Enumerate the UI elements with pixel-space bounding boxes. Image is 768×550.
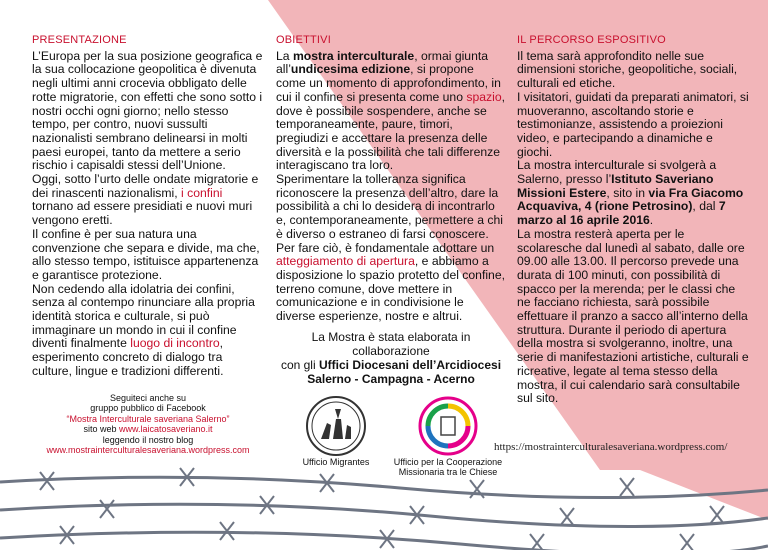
blog-url[interactable]: https://mostrainterculturalesaveriana.wordpress.com/	[494, 441, 728, 453]
presentation-paragraph-2: Oggi, sotto l’urto delle ondate migratorie e dei rinascenti nazionalismi, i confini tornano ad essere presidiati e nuovi muri vengono eretti.	[32, 172, 259, 228]
exhibition-paragraph-4: La mostra resterà aperta per le scolaresche dal lunedì al sabato, dalle ore 09.00 alle 13.00. Il percorso prevede una durata di 100 minuti, con possibilità di spacco per la merenda; per le classi che ne facciano richiesta, sarà possibile effettuare il pranzo a sacco all’interno della struttura. Durante il periodo di apertura della mostra si svolgeranno, inoltre, una serie di manifestazioni artistiche, culturali e ricreative, legate al tema stesso della mostra, il cui calendario sarà consultabile sul sito.	[517, 226, 749, 406]
objectives-paragraph-2: Sperimentare la tolleranza significa riconoscere la presenza dell’altro, dare la possibilità a chi lo desidera di incontrarlo e, contemporaneamente, permettere a chi è diverso o estraneo di farsi conoscere.	[276, 172, 503, 241]
follow-text: Seguiteci anche su	[109, 392, 187, 403]
migrantes-logo	[296, 395, 376, 467]
social-links	[32, 393, 264, 456]
exhibition-column	[517, 34, 749, 406]
presentation-heading: PRESENTAZIONE	[32, 34, 127, 46]
facebook-group-name[interactable]: “Mostra Interculturale saveriana Salerno”	[66, 413, 230, 424]
migrantes-seal-icon	[305, 395, 367, 457]
presentation-paragraph-3: Il confine è per sua natura una convenzione che separa e divide, ma che, allo stesso tempo, istituisce appartenenza e garantisce protezione.	[32, 226, 260, 282]
barbed-wire-decoration	[0, 460, 768, 550]
cooperation-caption: Ufficio per la Cooperazione Missionaria tra le Chiese	[393, 457, 503, 477]
cooperation-emblem-icon	[416, 395, 480, 457]
exhibition-heading: IL PERCORSO ESPOSITIVO	[517, 34, 666, 46]
migrantes-caption: Ufficio Migrantes	[302, 457, 370, 467]
presentation-paragraph-1: L’Europa per la sua posizione geografica e la sua collocazione geopolitica è divenuta negli ultimi anni crocevia obbligato delle rotte migratorie, con effetti che sono sotto i nostri occhi ogni giorno; nello stesso tempo, per contro, nuovi sussulti nazionalisti sembrano delinearsi in molti paesi europei, tanto da mettere a serio rischio i capisaldi stessi dell’Unione.	[32, 48, 263, 173]
objectives-heading: OBIETTIVI	[276, 34, 331, 46]
facebook-group-text: gruppo pubblico di Facebook	[90, 403, 206, 414]
presentation-column	[32, 34, 264, 456]
objectives-paragraph-3: Per fare ciò, è fondamentale adottare un atteggiamento di apertura, e abbiamo a disposizione lo spazio protetto del confine, terreno comune, dove mettere in comunicazione e in condivisione le diverse esperienze, nostre e altrui.	[276, 240, 505, 324]
collaboration-note: La Mostra è stata elaborata in collaborazione con gli Uffici Diocesani dell’Arcidiocesi Salerno - Campagna - Acerno	[280, 329, 502, 386]
objectives-column	[276, 34, 506, 386]
website-link[interactable]: www.laicatosaveriano.it	[118, 424, 213, 435]
exhibition-paragraph-1: Il tema sarà approfondito nelle sue dimensioni storiche, geopolitiche, sociali, culturali ed etiche.	[517, 48, 738, 91]
exhibition-paragraph-3: La mostra interculturale si svolgerà a Salerno, presso l’Istituto Saveriano Missioni Estere, sito in via Fra Giacomo Acquaviva, 4 (rione Petrosino), dal 7 marzo al 16 aprile 2016.	[517, 158, 744, 228]
blog-label: leggendo il nostro blog	[102, 434, 194, 445]
exhibition-paragraph-2: I visitatori, guidati da preparati animatori, si muoveranno, ascoltando storie e testimonianze, assistendo a proiezioni video, e partecipando a dinamiche e giochi.	[517, 89, 749, 159]
objectives-paragraph-1: La mostra interculturale, ormai giunta all’undicesima edizione, si propone come un momento di approfondimento, in cui il confine si presenta come uno spazio, dove è possibile sospendere, anche se temporaneamente, paure, timori, pregiudizi e accettare la presenza delle diversità e la possibilità che tali differenze interagiscano tra loro.	[276, 48, 505, 173]
website-line: sito web www.laicatosaveriano.it	[83, 424, 213, 435]
blog-link[interactable]: www.mostrainterculturalesaveriana.wordpress.com	[46, 445, 250, 456]
presentation-paragraph-4: Non cedendo alla idolatria dei confini, senza al contempo rinunciare alla propria identità storica e culturale, si può immaginare un mondo in cui il confine diventi finalmente luogo di incontro, esperimento concreto di dialogo tra culture, lingue e tradizioni differenti.	[32, 281, 255, 378]
